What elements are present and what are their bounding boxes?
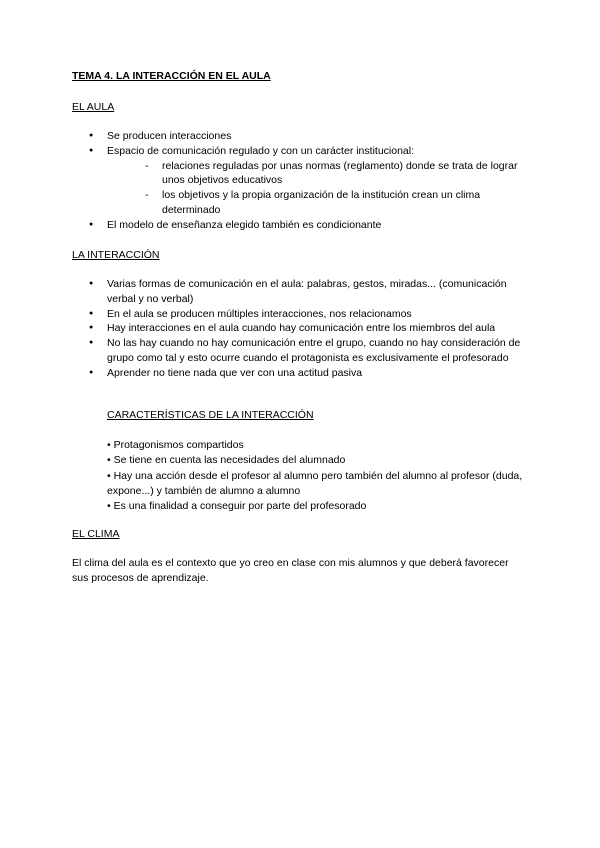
list-item: ● En el aula se producen múltiples interacciones, nos relacionamos — [72, 307, 532, 322]
sublist-item: - relaciones reguladas por unas normas (reglamento) donde se trata de lograr unos objetivos educativos — [127, 159, 527, 189]
list-item: • Es una finalidad a conseguir por parte del profesorado — [107, 500, 367, 513]
aula-sublist — [107, 159, 527, 218]
section-heading-el-aula: EL AULA — [72, 101, 115, 113]
page-title: TEMA 4. LA INTERACCIÓN EN EL AULA — [72, 70, 271, 82]
section-heading-el-clima: EL CLIMA — [72, 528, 120, 540]
interaccion-list — [72, 277, 532, 381]
section-heading-la-interaccion: LA INTERACCIÓN — [72, 249, 160, 261]
subsection-heading-caracteristicas: CARACTERÍSTICAS DE LA INTERACCIÓN — [107, 409, 314, 421]
clima-paragraph: El clima del aula es el contexto que yo creo en clase con mis alumnos y que deberá favorecer sus procesos de aprendizaje. — [72, 557, 509, 584]
list-item: • Hay una acción desde el profesor al alumno pero también del alumno al profesor (duda, expone...) y también de alumno a alumno — [107, 469, 523, 497]
list-item: ● Hay interacciones en el aula cuando hay comunicación entre los miembros del aula — [72, 321, 532, 336]
list-item-text: El modelo de enseñanza elegido también es condicionante — [107, 218, 382, 231]
list-item — [72, 218, 532, 233]
list-item — [72, 144, 532, 218]
sublist-item: - los objetivos y la propia organización de la institución crean un clima determinado — [127, 188, 527, 218]
aula-list — [72, 129, 532, 233]
list-item — [72, 129, 532, 144]
list-item-text: Espacio de comunicación regulado y con un carácter institucional: — [107, 144, 415, 157]
list-item: ● Varias formas de comunicación en el aula: palabras, gestos, miradas... (comunicación verbal y no verbal) — [72, 277, 532, 307]
list-item: ● No las hay cuando no hay comunicación entre el grupo, cuando no hay consideración de grupo como tal y esto ocurre cuando el protagonista es exclusivamente el profesorado — [72, 336, 532, 366]
list-item: ● Aprender no tiene nada que ver con una actitud pasiva — [72, 366, 532, 381]
list-item-text: Se producen interacciones — [107, 130, 232, 142]
list-item: • Protagonismos compartidos — [107, 439, 244, 451]
caracteristicas-list — [107, 438, 527, 514]
list-item: • Se tiene en cuenta las necesidades del alumnado — [107, 454, 346, 467]
